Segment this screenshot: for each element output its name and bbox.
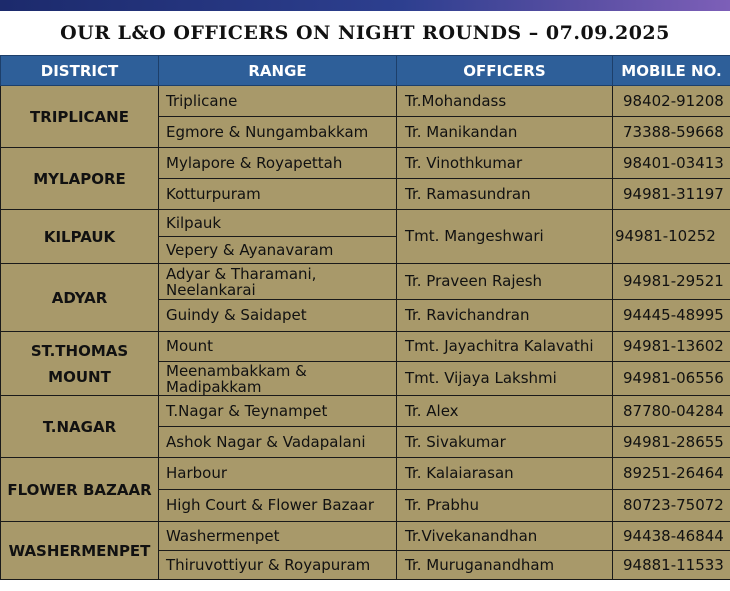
officer-cell: Tr. Manikandan bbox=[397, 117, 613, 148]
range-line: Neelankarai bbox=[166, 280, 256, 299]
range-cell: High Court & Flower Bazaar bbox=[159, 490, 397, 522]
range-line: Adyar & Tharamani, bbox=[166, 264, 317, 283]
top-banner-strip bbox=[0, 0, 730, 11]
mobile-cell: 94445-48995 bbox=[613, 300, 730, 332]
mobile-cell: 94981-10252 bbox=[613, 210, 730, 264]
district-cell: TRIPLICANE bbox=[1, 86, 159, 148]
officer-cell: Tmt. Mangeshwari bbox=[397, 210, 613, 264]
range-cell: Thiruvottiyur & Royapuram bbox=[159, 551, 397, 580]
range-cell: Triplicane bbox=[159, 86, 397, 117]
officer-cell: Tr. Ramasundran bbox=[397, 179, 613, 210]
district-cell bbox=[1, 332, 159, 396]
mobile-cell: 94981-28655 bbox=[613, 427, 730, 458]
range-cell bbox=[159, 362, 397, 396]
mobile-cell: 94981-31197 bbox=[613, 179, 730, 210]
range-cell: Kotturpuram bbox=[159, 179, 397, 210]
mobile-cell: 73388-59668 bbox=[613, 117, 730, 148]
page-title: OUR L&O OFFICERS ON NIGHT ROUNDS – 07.09.2025 bbox=[0, 11, 730, 55]
district-cell: WASHERMENPET bbox=[1, 522, 159, 580]
range-cell: Egmore & Nungambakkam bbox=[159, 117, 397, 148]
range-cell: Kilpauk bbox=[159, 210, 397, 237]
range-cell: T.Nagar & Teynampet bbox=[159, 396, 397, 427]
mobile-cell: 94981-13602 bbox=[613, 332, 730, 362]
officer-cell: Tr.Vivekanandhan bbox=[397, 522, 613, 551]
range-line: Meenambakkam & bbox=[166, 361, 307, 380]
table-row bbox=[1, 522, 730, 551]
officer-cell: Tr. Sivakumar bbox=[397, 427, 613, 458]
district-cell: ADYAR bbox=[1, 264, 159, 332]
header-range: RANGE bbox=[159, 56, 397, 86]
range-cell: Harbour bbox=[159, 458, 397, 490]
officer-cell: Tr. Kalaiarasan bbox=[397, 458, 613, 490]
table-row bbox=[1, 86, 730, 117]
district-cell: MYLAPORE bbox=[1, 148, 159, 210]
officer-cell: Tmt. Jayachitra Kalavathi bbox=[397, 332, 613, 362]
range-cell: Mount bbox=[159, 332, 397, 362]
mobile-cell: 89251-26464 bbox=[613, 458, 730, 490]
mobile-cell: 94881-11533 bbox=[613, 551, 730, 580]
district-line: MOUNT bbox=[48, 367, 111, 386]
mobile-cell: 80723-75072 bbox=[613, 490, 730, 522]
officer-cell: Tr.Mohandass bbox=[397, 86, 613, 117]
table-header-row bbox=[1, 56, 730, 86]
officer-cell: Tr. Muruganandham bbox=[397, 551, 613, 580]
district-cell: FLOWER BAZAAR bbox=[1, 458, 159, 522]
range-cell: Guindy & Saidapet bbox=[159, 300, 397, 332]
table-row bbox=[1, 458, 730, 490]
range-cell bbox=[159, 264, 397, 300]
mobile-cell: 94981-29521 bbox=[613, 264, 730, 300]
table-row bbox=[1, 396, 730, 427]
mobile-cell: 94438-46844 bbox=[613, 522, 730, 551]
mobile-cell: 94981-06556 bbox=[613, 362, 730, 396]
mobile-cell: 87780-04284 bbox=[613, 396, 730, 427]
range-cell: Washermenpet bbox=[159, 522, 397, 551]
table-row bbox=[1, 264, 730, 300]
range-line: Madipakkam bbox=[166, 377, 262, 396]
district-cell: T.NAGAR bbox=[1, 396, 159, 458]
header-mobile: MOBILE NO. bbox=[613, 56, 730, 86]
officer-cell: Tr. Ravichandran bbox=[397, 300, 613, 332]
header-officers: OFFICERS bbox=[397, 56, 613, 86]
table-row bbox=[1, 332, 730, 362]
officers-table bbox=[0, 55, 730, 580]
table-row bbox=[1, 148, 730, 179]
officer-cell: Tmt. Vijaya Lakshmi bbox=[397, 362, 613, 396]
header-district: DISTRICT bbox=[1, 56, 159, 86]
officer-cell: Tr. Praveen Rajesh bbox=[397, 264, 613, 300]
officer-cell: Tr. Alex bbox=[397, 396, 613, 427]
range-cell: Mylapore & Royapettah bbox=[159, 148, 397, 179]
table-row bbox=[1, 210, 730, 237]
range-cell: Vepery & Ayanavaram bbox=[159, 237, 397, 264]
district-cell: KILPAUK bbox=[1, 210, 159, 264]
officer-cell: Tr. Vinothkumar bbox=[397, 148, 613, 179]
range-cell: Ashok Nagar & Vadapalani bbox=[159, 427, 397, 458]
officer-cell: Tr. Prabhu bbox=[397, 490, 613, 522]
mobile-cell: 98402-91208 bbox=[613, 86, 730, 117]
district-line: ST.THOMAS bbox=[30, 341, 129, 360]
mobile-cell: 98401-03413 bbox=[613, 148, 730, 179]
